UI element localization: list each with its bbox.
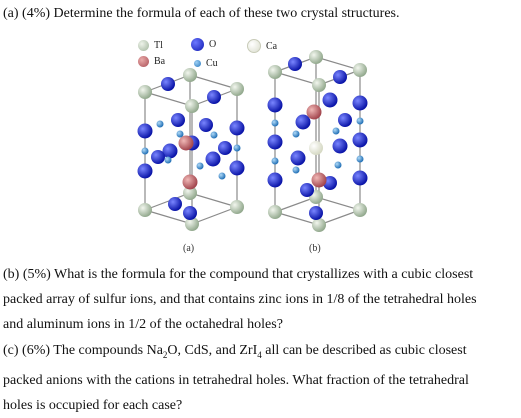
o-atom bbox=[268, 98, 283, 113]
question-c-mid: O, CdS, and ZrI bbox=[167, 343, 258, 358]
question-c-prefix: (c) (6%) The compounds Na bbox=[3, 343, 163, 358]
tl-atom bbox=[353, 63, 367, 77]
tl-atom bbox=[309, 50, 323, 64]
o-atom bbox=[333, 139, 348, 154]
o-atom bbox=[353, 133, 368, 148]
question-c bbox=[3, 338, 518, 418]
question-c-rest: all can be described as cubic closest bbox=[261, 343, 467, 358]
question-b-line-2: packed array of sulfur ions, and that contains zinc ions in 1/8 of the tetrahedral holes bbox=[3, 292, 477, 307]
o-atom bbox=[291, 151, 306, 166]
question-b bbox=[3, 262, 518, 337]
o-atom bbox=[353, 171, 368, 186]
tl-atom bbox=[268, 65, 282, 79]
ba-atom bbox=[307, 105, 322, 120]
question-b-line-1: (b) (5%) What is the formula for the compound that crystallizes with a cubic closest bbox=[3, 267, 474, 282]
question-c-line-2: packed anions with the cations in tetrahedral holes. What fraction of the tetrahedral bbox=[3, 372, 469, 388]
legend-label-ba: Ba bbox=[154, 56, 166, 67]
o-atom bbox=[338, 113, 352, 127]
o-atom bbox=[268, 135, 283, 150]
o-atom bbox=[333, 70, 347, 84]
cu-atom bbox=[333, 128, 340, 135]
question-a: (a) (4%) Determine the formula of each of these two crystal structures. bbox=[3, 6, 400, 21]
cell-b-atoms bbox=[268, 50, 368, 232]
tl-atom bbox=[353, 203, 367, 217]
legend-label-cu: Cu bbox=[206, 58, 218, 69]
o-atom bbox=[288, 57, 302, 71]
cu-atom bbox=[272, 120, 279, 127]
question-c-line-3: holes is occupied for each case? bbox=[3, 397, 183, 413]
caption-b: (b) bbox=[309, 243, 321, 254]
caption-a: (a) bbox=[183, 243, 195, 254]
legend-label-o: O bbox=[209, 39, 217, 50]
na2o-subscript: 2 bbox=[162, 349, 168, 360]
cu-atom bbox=[293, 131, 300, 138]
cu-atom bbox=[357, 118, 364, 125]
o-atom bbox=[268, 173, 283, 188]
tl-atom bbox=[268, 205, 282, 219]
cu-atom bbox=[272, 158, 279, 165]
tl-atom bbox=[312, 218, 326, 232]
ba-atom bbox=[312, 173, 327, 188]
question-b-line-3: and aluminum ions in 1/2 of the octahedral holes? bbox=[3, 317, 283, 332]
cu-atom bbox=[357, 156, 364, 163]
zri4-subscript: 4 bbox=[257, 349, 262, 360]
ca-atom bbox=[309, 141, 323, 155]
cu-atom bbox=[293, 167, 300, 174]
cu-atom bbox=[335, 162, 342, 169]
o-atom bbox=[300, 183, 314, 197]
o-atom bbox=[353, 96, 368, 111]
o-atom bbox=[323, 93, 338, 108]
legend-label-tl: Tl bbox=[154, 40, 163, 51]
o-atom bbox=[309, 206, 323, 220]
legend-label-ca: Ca bbox=[266, 40, 278, 52]
tl-atom bbox=[312, 78, 326, 92]
question-c-line-1 bbox=[3, 338, 518, 368]
